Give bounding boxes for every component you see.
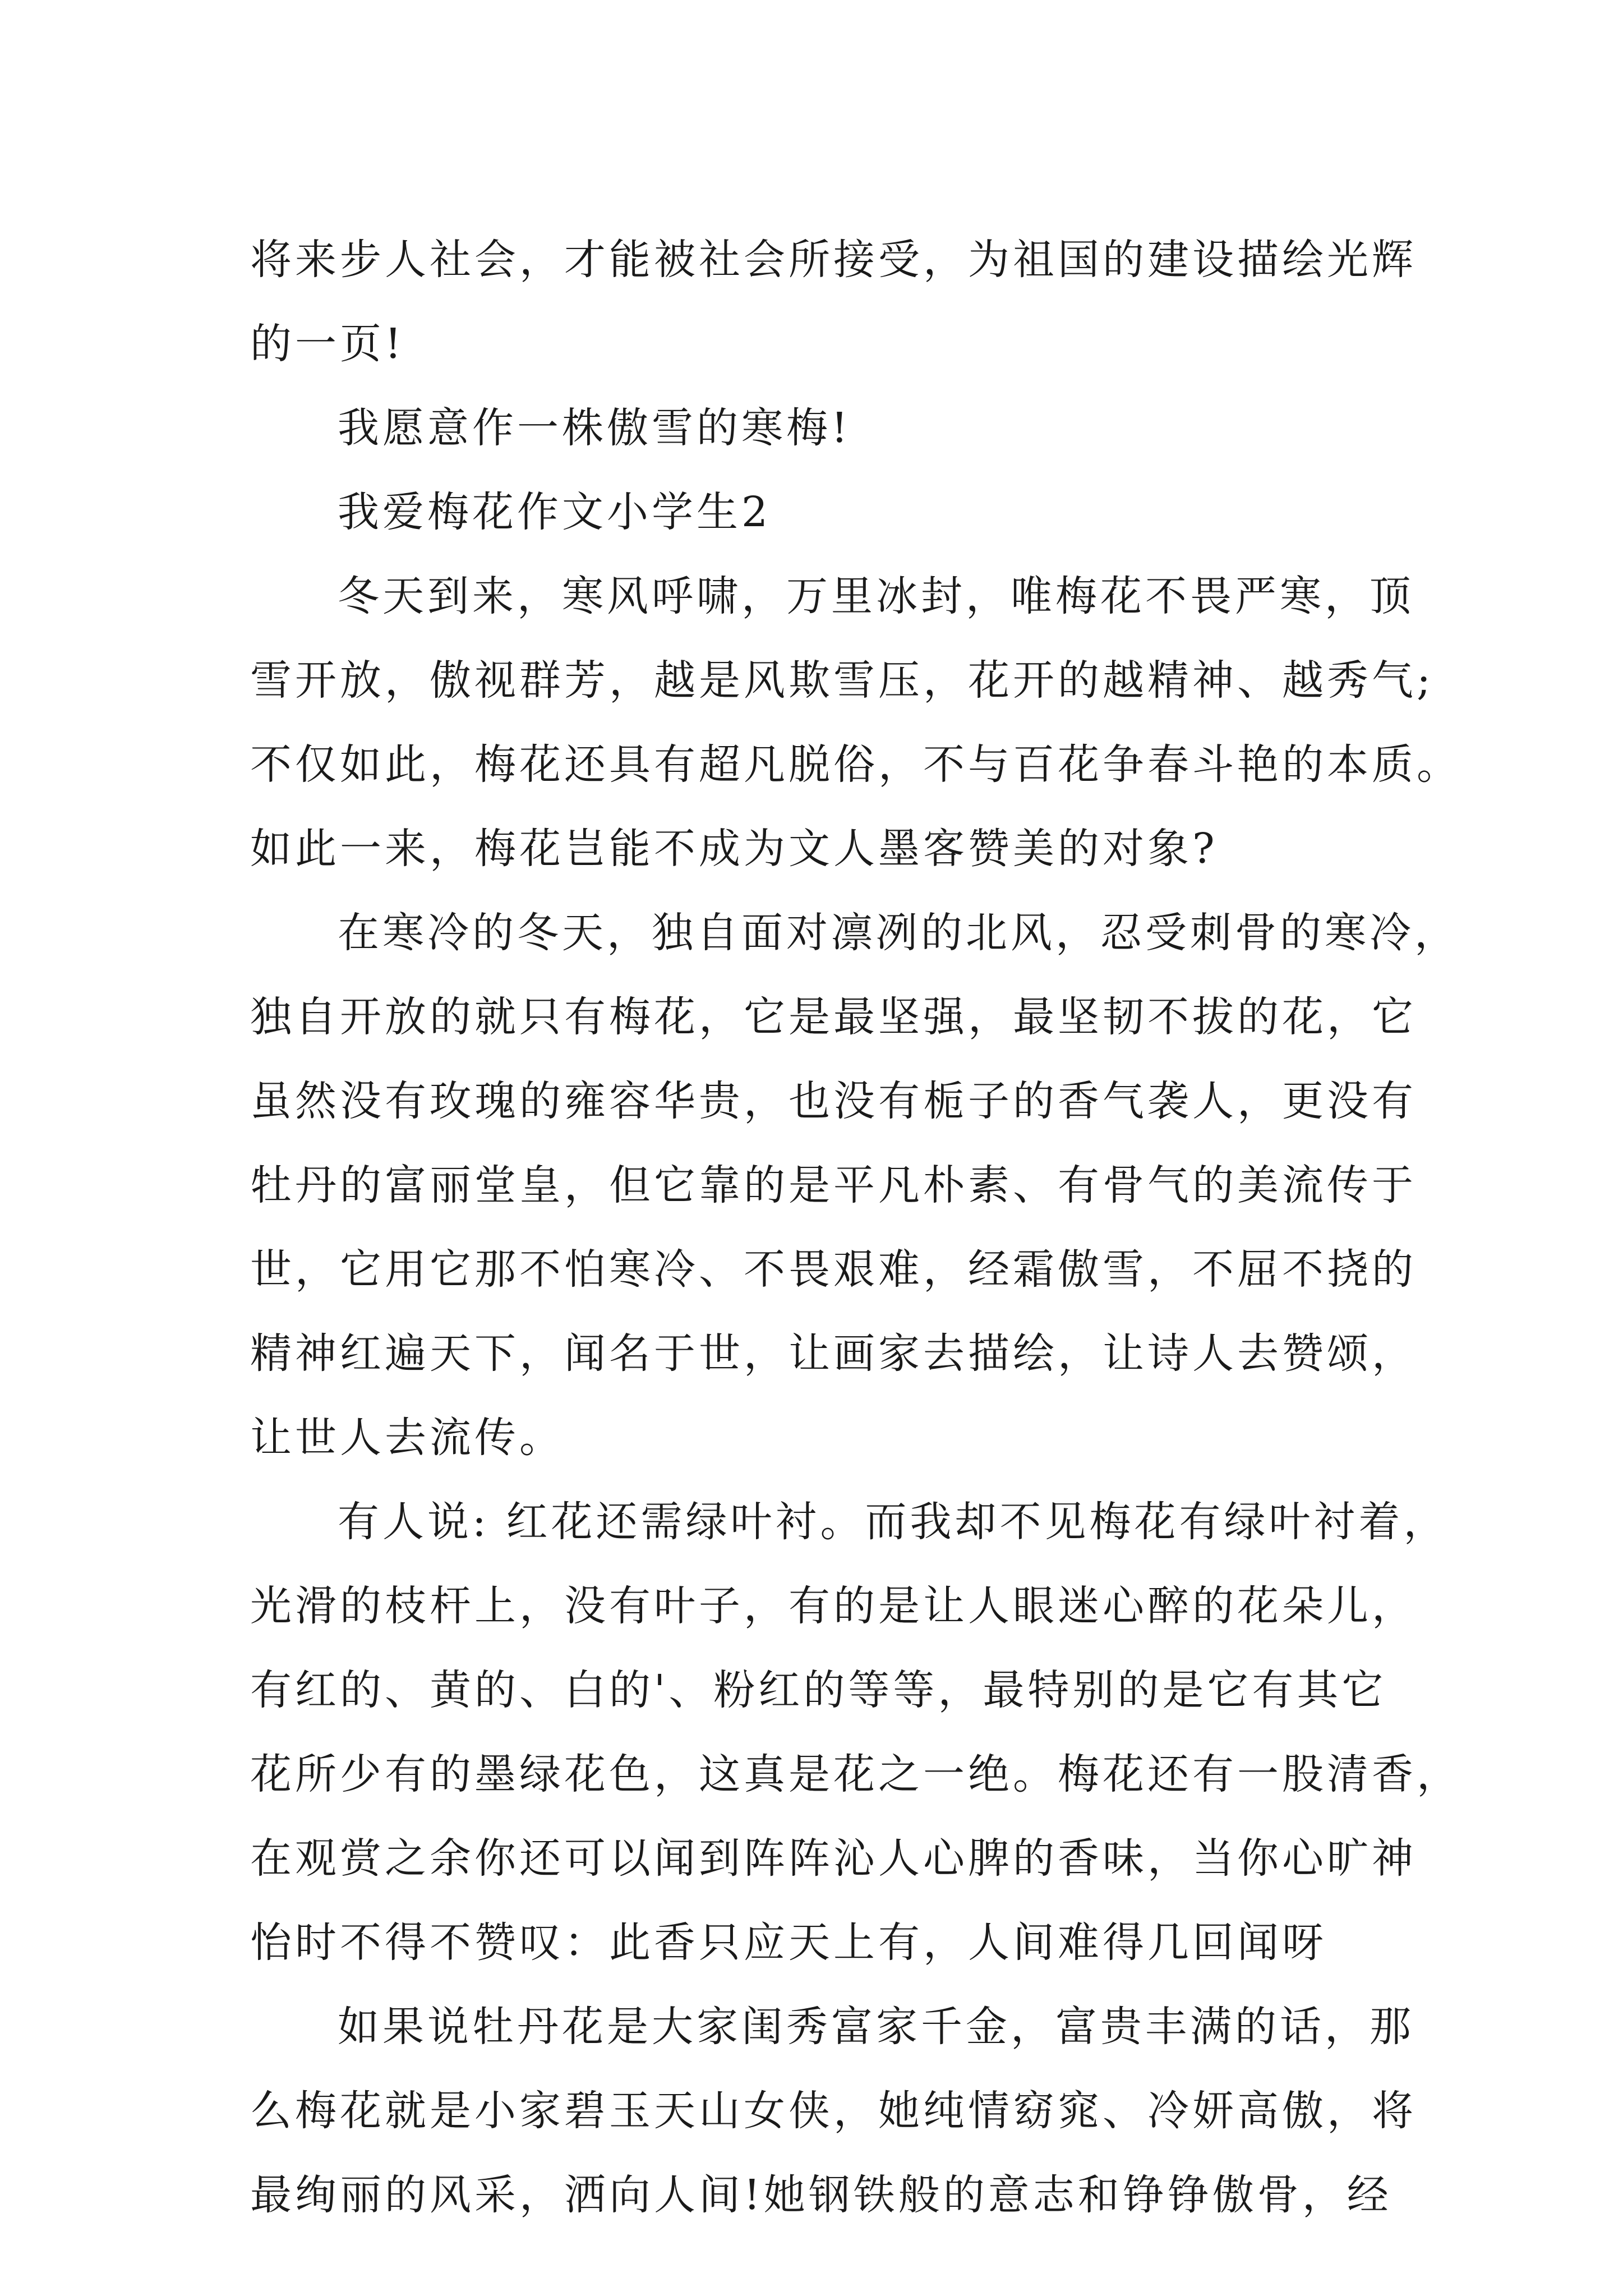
text-line: 牡丹的富丽堂皇，但它靠的是平凡朴素、有骨气的美流传于 [250,1161,1417,1209]
text-line: 让世人去流传。 [250,1414,564,1462]
text-line: 最绚丽的风采，洒向人间!她钢铁般的意志和铮铮傲骨，经 [250,2171,1392,2219]
document-body [250,218,1461,2237]
text-line: 如此一来，梅花岂能不成为文人墨客赞美的对象? [250,825,1218,873]
text-line: 么梅花就是小家碧玉天山女侠，她纯情窈窕、冷妍高傲，将 [250,2087,1417,2135]
section-heading: 我爱梅花作文小学生2 [338,488,772,536]
text-line: 在观赏之余你还可以闻到阵阵沁人心脾的香味，当你心旷神 [250,1834,1417,1883]
text-line: 世，它用它那不怕寒冷、不畏艰难，经霜傲雪，不屈不挠的 [250,1245,1417,1294]
text-line: 虽然没有玫瑰的雍容华贵，也没有栀子的香气袭人，更没有 [250,1077,1417,1125]
text-line: 花所少有的墨绿花色，这真是花之一绝。梅花还有一股清香， [250,1750,1461,1798]
text-line: 不仅如此，梅花还具有超凡脱俗，不与百花争春斗艳的本质。 [250,740,1461,789]
paragraph-line: 有人说: 红花还需绿叶衬。而我却不见梅花有绿叶衬着， [338,1498,1449,1546]
text-line: 精神红遍天下，闻名于世，让画家去描绘，让诗人去赞颂， [250,1329,1417,1378]
paragraph-line: 如果说牡丹花是大家闺秀富家千金，富贵丰满的话，那 [338,2003,1414,2051]
text-line: 的一页! [250,320,405,368]
text-line: 有红的、黄的、白的'、粉红的等等，最特别的是它有其它 [250,1666,1387,1714]
text-line: 独自开放的就只有梅花，它是最坚强，最坚韧不拔的花，它 [250,993,1417,1041]
text-line: 怡时不得不赞叹：此香只应天上有，人间难得几回闻呀 [250,1918,1327,1967]
text-line: 光滑的枝杆上，没有叶子，有的是让人眼迷心醉的花朵儿， [250,1582,1417,1630]
paragraph-line: 我愿意作一株傲雪的寒梅! [338,404,851,452]
text-line: 将来步人社会，才能被社会所接受，为祖国的建设描绘光辉 [250,236,1417,284]
paragraph-line: 在寒冷的冬天，独自面对凛冽的北风，忍受刺骨的寒冷， [338,909,1459,957]
text-line: 雪开放，傲视群芳，越是风欺雪压，花开的越精神、越秀气; [250,656,1434,705]
paragraph-line: 冬天到来，寒风呼啸，万里冰封，唯梅花不畏严寒，顶 [338,572,1414,620]
